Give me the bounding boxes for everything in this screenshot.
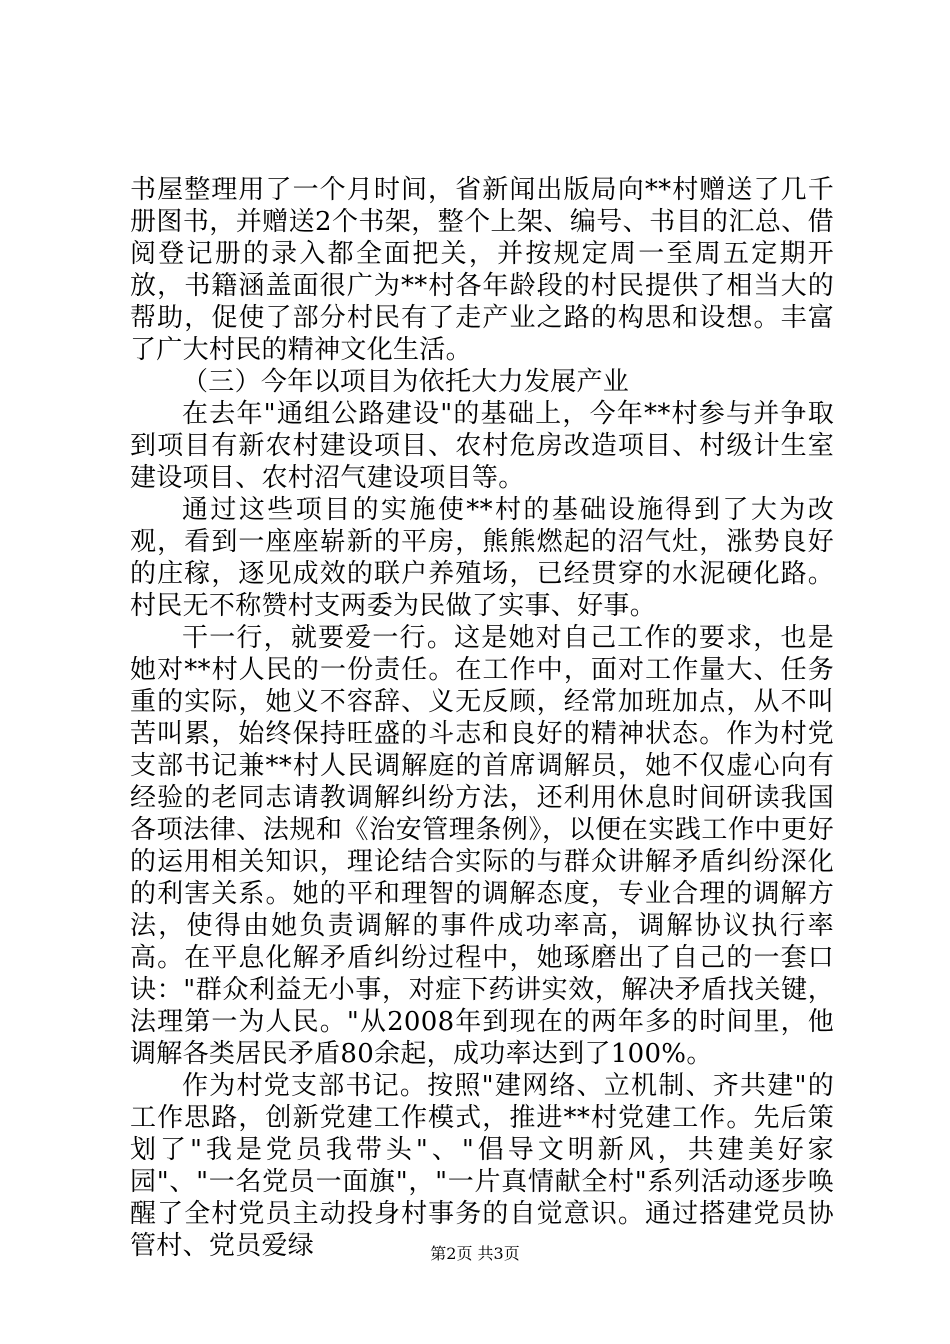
paragraph-3: 通过这些项目的实施使**村的基础设施得到了大为改观，看到一座座崭新的平房，熊熊燃起的沼气灶，涨势良好的庄稼，逐见成效的联户养殖场，已经贯穿的水泥硬化路。村民无不称赞村支两委为民做了实事、好事。 (130, 495, 834, 621)
paragraph-4: 干一行，就要爱一行。这是她对自己工作的要求，也是她对**村人民的一份责任。在工作中，面对工作量大、任务重的实际，她义不容辞、义无反顾，经常加班加点，从不叫苦叫累，始终保持旺盛的斗志和良好的精神状态。作为村党支部书记兼**村人民调解庭的首席调解员，她不仅虚心向有经验的老同志请教调解纠纷方法，还利用休息时间研读我国各项法律、法规和《治安管理条例》，以便在实践工作中更好的运用相关知识，理论结合实际的与群众讲解矛盾纠纷深化的利害关系。她的平和理智的调解态度，专业合理的调解方法，使得由她负责调解的事件成功率高，调解协议执行率高。在平息化解矛盾纠纷过程中，她琢磨出了自己的一套口诀："群众利益无小事，对症下药讲实效，解决矛盾找关键，法理第一为人民。"从2008年到现在的两年多的时间里，他调解各类居民矛盾80余起，成功率达到了100%。 (130, 623, 834, 1069)
section-heading-3: （三）今年以项目为依托大力发展产业 (182, 367, 630, 397)
paragraph-5: 作为村党支部书记。按照"建网络、立机制、齐共建"的工作思路，创新党建工作模式，推进**村党建工作。先后策划了"我是党员我带头"、"倡导文明新风，共建美好家园"、"一名党员一面旗"，"一片真情献全村"系列活动逐步唤醒了全村党员主动投身村事务的自觉意识。通过搭建党员协管村、党员爱绿 (130, 1071, 834, 1261)
paragraph-2: 在去年"通组公路建设"的基础上，今年**村参与并争取到项目有新农村建设项目、农村危房改造项目、村级计生室建设项目、农村沼气建设项目等。 (130, 399, 834, 493)
document-body (130, 174, 834, 1262)
page-footer: 第2页 共3页 (430, 1244, 520, 1263)
paragraph-1: 书屋整理用了一个月时间，省新闻出版局向**村赠送了几千册图书，并赠送2个书架，整个上架、编号、书目的汇总、借阅登记册的录入都全面把关，并按规定周一至周五定期开放，书籍涵盖面很广为**村各年龄段的村民提供了相当大的帮助，促使了部分村民有了走产业之路的构思和设想。丰富了广大村民的精神文化生活。 (130, 175, 834, 365)
